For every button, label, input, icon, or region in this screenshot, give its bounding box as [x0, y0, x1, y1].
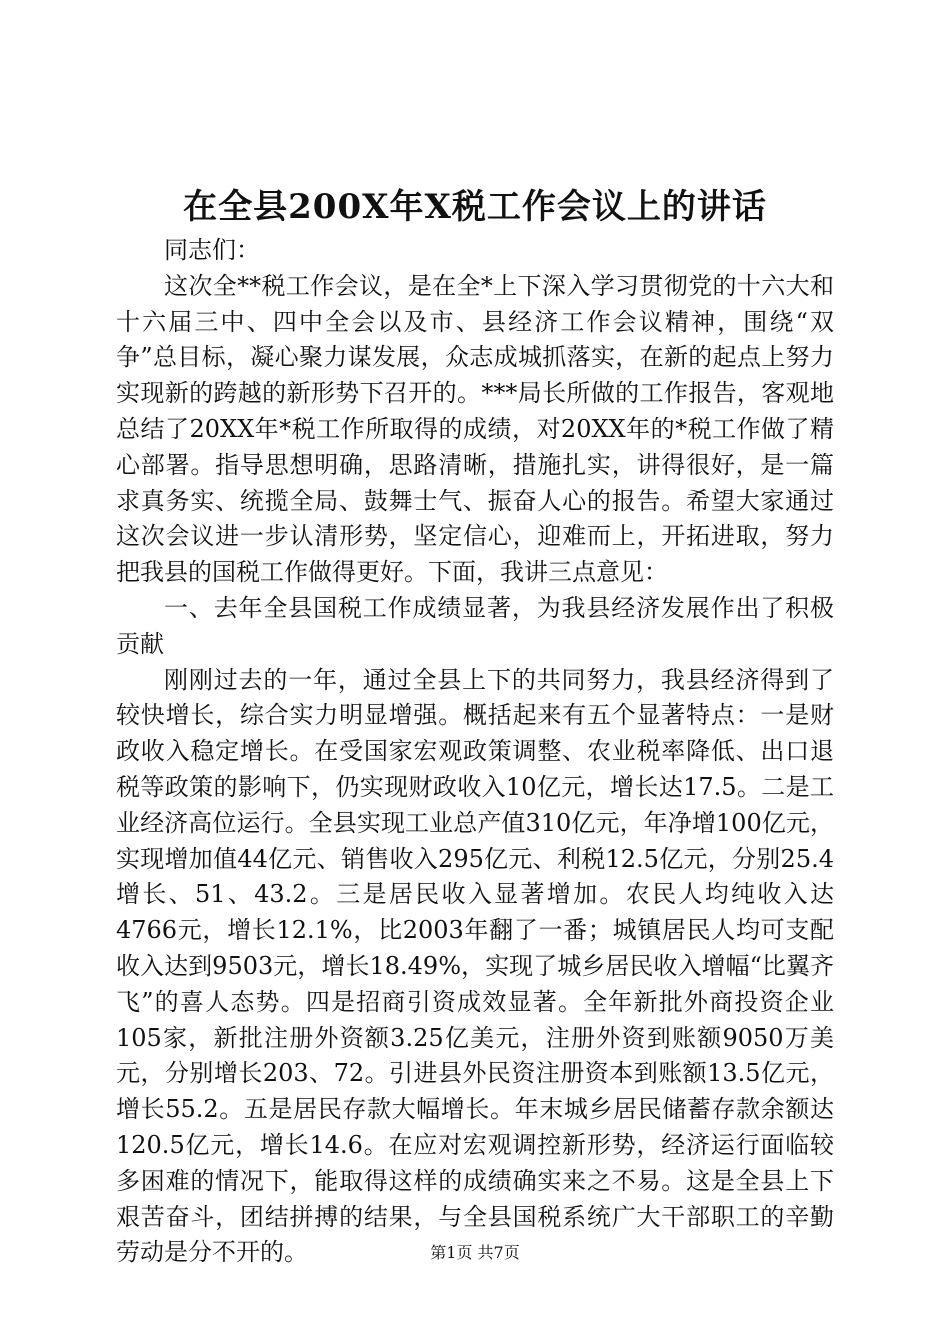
salutation-paragraph: 同志们： [164, 236, 260, 264]
page-footer: 第1页 共7页 [430, 1243, 520, 1262]
document-body [116, 233, 834, 1271]
achievements-paragraph: 刚刚过去的一年，通过全县上下的共同努力，我县经济得到了较快增长，综合实力明显增强。概括起来有五个显著特点：一是财政收入稳定增长。在受国家宏观政策调整、农业税率降低、出口退税等政策的影响下，仍实现财政收入10亿元，增长达17.5。二是工业经济高位运行。全县实现工业总产值310亿元，年净增100亿元，实现增加值44亿元、销售收入295亿元、利税12.5亿元，分别25.4增长、51、43.2。三是居民收入显著增加。农民人均纯收入达4766元，增长12.1%，比2003年翻了一番；城镇居民人均可支配收入达到9503元，增长18.49%，实现了城乡居民收入增幅“比翼齐飞”的喜人态势。四是招商引资成效显著。全年新批外商投资企业105家，新批注册外资额3.25亿美元，注册外资到账额9050万美元，分别增长203、72。引进县外民资注册资本到账额13.5亿元，增长55.2。五是居民存款大幅增长。年末城乡居民储蓄存款余额达120.5亿元，增长14.6。在应对宏观调控新形势，经济运行面临较多困难的情况下，能取得这样的成绩确实来之不易。这是全县上下艰苦奋斗，团结拼搏的结果，与全县国税系统广大干部职工的辛勤劳动是分不开的。 [116, 665, 834, 1267]
intro-paragraph: 这次全**税工作会议，是在全*上下深入学习贯彻党的十六大和十六届三中、四中全会以及市、县经济工作会议精神，围绕“双争”总目标，凝心聚力谋发展，众志成城抓落实，在新的起点上努力实现新的跨越的新形势下召开的。***局长所做的工作报告，客观地总结了20XX年*税工作所取得的成绩，对20XX年的*税工作做了精心部署。指导思想明确，思路清晰，措施扎实，讲得很好，是一篇求真务实、统揽全局、鼓舞士气、振奋人心的报告。希望大家通过这次会议进一步认清形势，坚定信心，迎难而上，开拓进取，努力把我县的国税工作做得更好。下面，我讲三点意见： [116, 271, 834, 587]
section-heading-paragraph: 一、去年全县国税工作成绩显著，为我县经济发展作出了积极贡献 [116, 593, 834, 658]
document-title: 在全县200X年X税工作会议上的讲话 [183, 187, 767, 227]
